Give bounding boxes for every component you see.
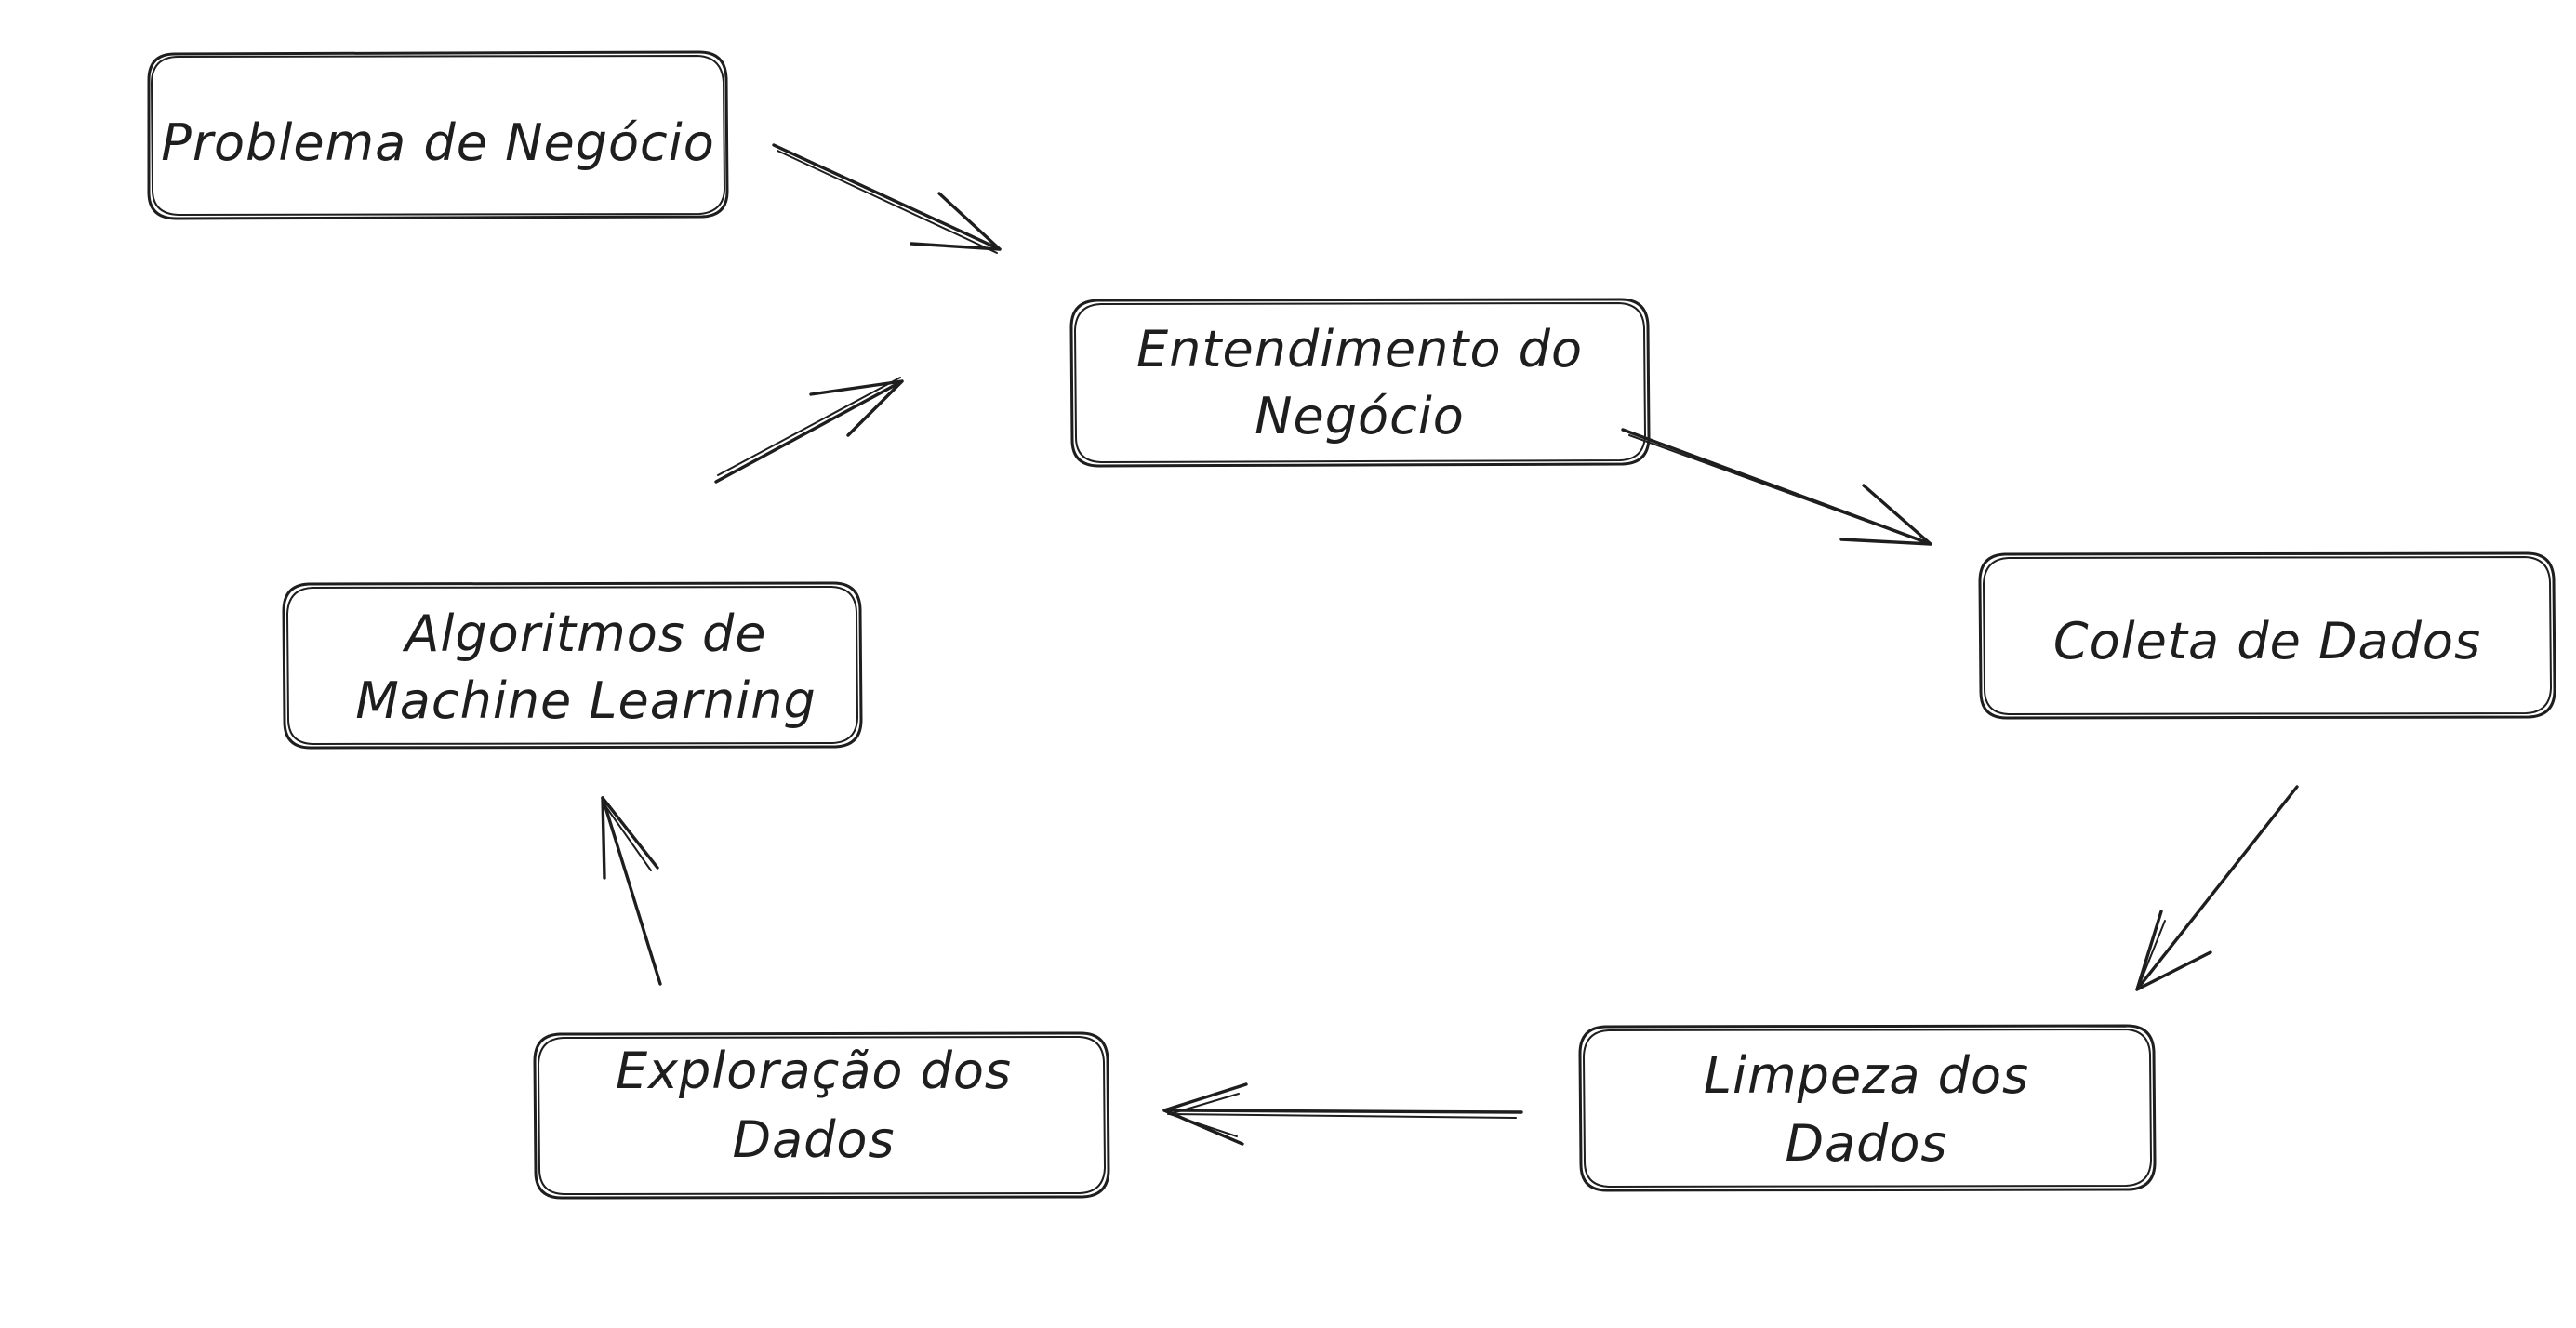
node-label: Negócio	[1255, 387, 1465, 445]
node-label: Problema de Negócio	[161, 113, 715, 172]
node-label: Exploração dos	[615, 1042, 1013, 1100]
node-label: Limpeza dos	[1703, 1046, 2030, 1105]
node-label: Entendimento do	[1136, 320, 1583, 378]
arrow-problema-to-entendimento	[774, 145, 1000, 253]
arrow-exploracao-to-algoritmos	[603, 798, 660, 984]
node-label: Coleta de Dados	[2052, 612, 2482, 671]
arrow-algoritmos-to-entendimento	[716, 378, 902, 482]
arrow-coleta-to-limpeza	[2137, 787, 2297, 989]
node-exploracao-dos-dados[interactable]	[535, 1033, 1109, 1198]
node-label: Algoritmos de	[405, 604, 767, 663]
node-label: Dados	[732, 1110, 896, 1169]
node-coleta-de-dados[interactable]	[1980, 553, 2555, 718]
node-problema-de-negocio[interactable]	[149, 52, 727, 219]
node-label: Dados	[1785, 1114, 1948, 1173]
node-limpeza-dos-dados[interactable]	[1580, 1026, 2155, 1190]
arrow-entendimento-to-coleta	[1623, 430, 1931, 544]
arrow-limpeza-to-exploracao	[1164, 1084, 1521, 1144]
node-algoritmos-de-machine-learning[interactable]	[284, 583, 861, 748]
node-label: Machine Learning	[355, 671, 817, 730]
node-entendimento-do-negocio[interactable]	[1071, 299, 1649, 466]
